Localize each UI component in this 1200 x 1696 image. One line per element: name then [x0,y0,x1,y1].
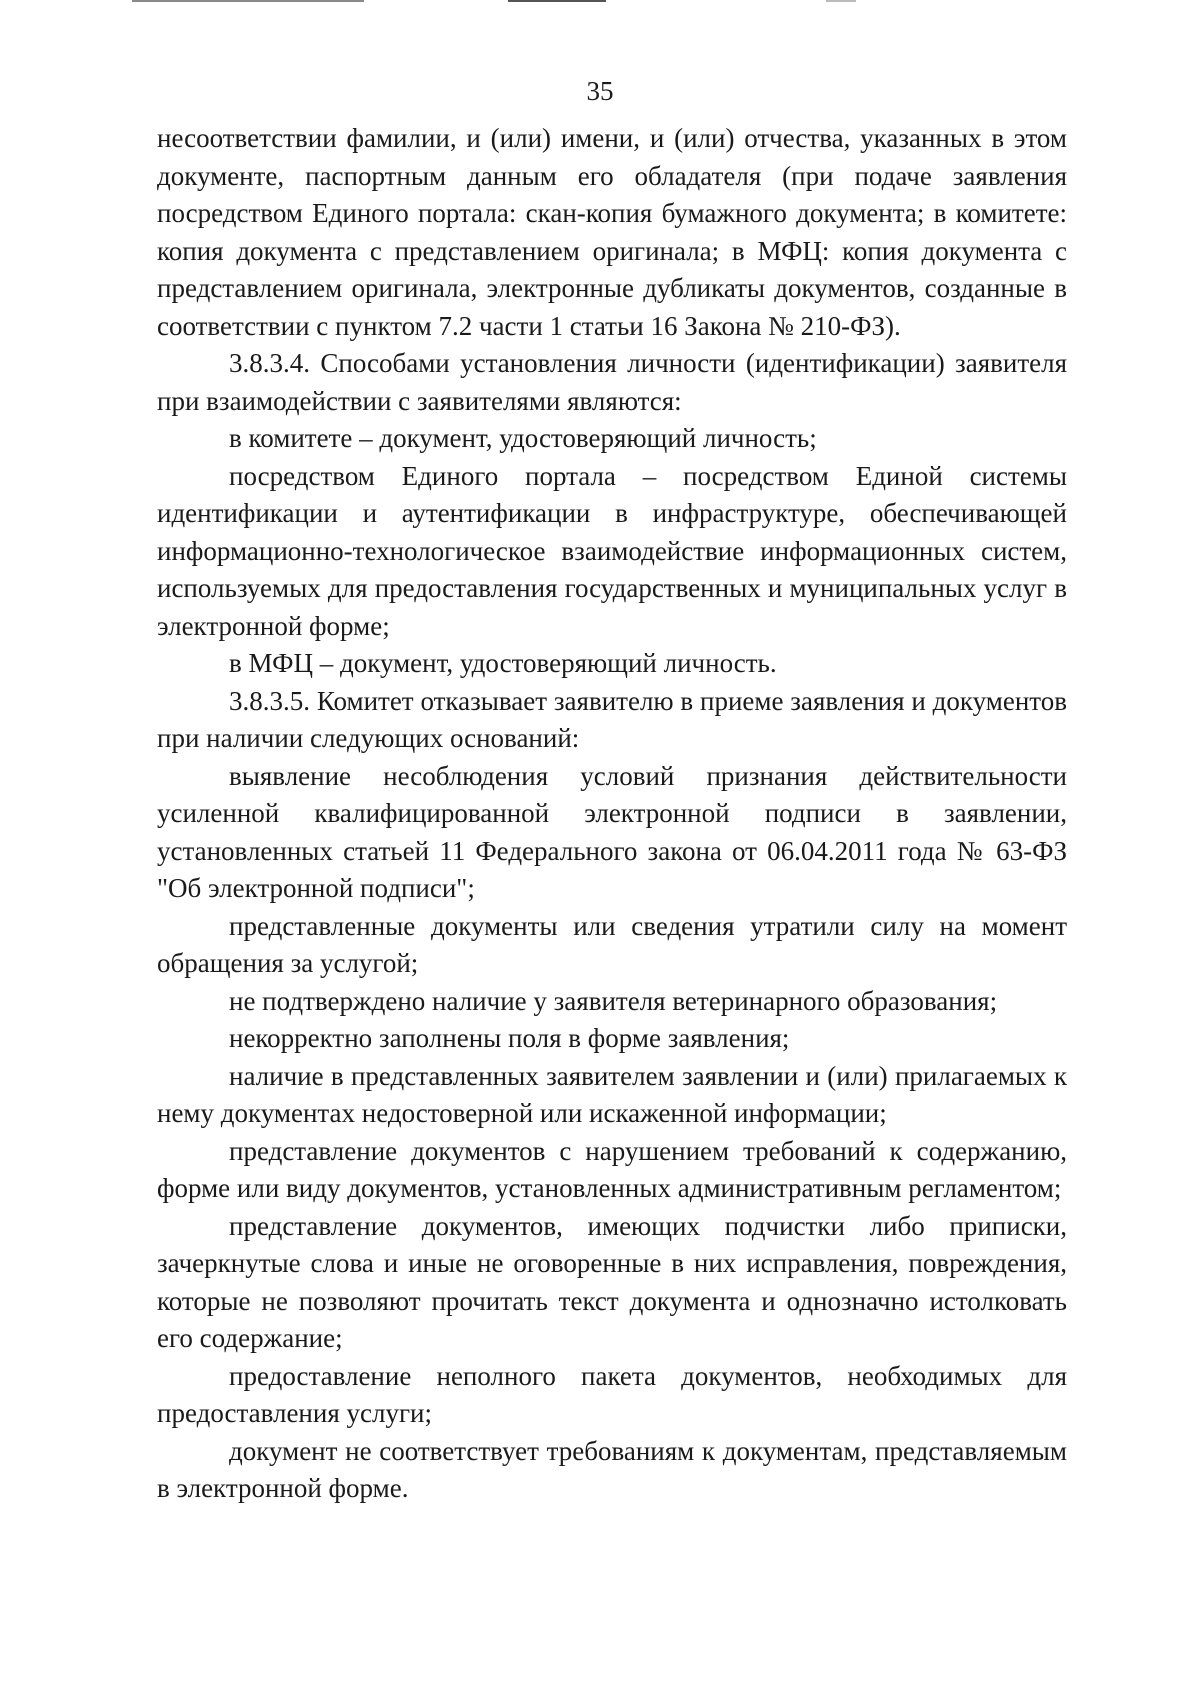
paragraph-3-8-3-5: 3.8.3.5. Комитет отказывает заявителю в приеме заявления и документов при наличии следующих оснований: [157,685,1067,753]
list-item-signature-invalid: выявление несоблюдения условий признания действительности усиленной квалифицированной электронной подписи в заявлении, установленных статьей 11 Федерального закона от 06.04.2011 года № 63-ФЗ "Об электронной подписи"; [157,760,1067,903]
list-item-electronic-form-mismatch: документ не соответствует требованиям к документам, представляемым в электронной форме. [157,1435,1067,1503]
page-number: 35 [586,76,614,106]
scan-edge-mark-left [132,0,364,2]
paragraph-3-8-3-4: 3.8.3.4. Способами установления личности (идентификации) заявителя при взаимодействии с заявителями являются: [157,348,1067,416]
list-item-documents-expired: представленные документы или сведения утратили силу на момент обращения за услугой; [157,910,1067,978]
list-item-form-fields-incorrect: некорректно заполнены поля в форме заявления; [229,1023,790,1053]
paragraph-continuation: несоответствии фамилии, и (или) имени, и (или) отчества, указанных в этом документе, паспортным данным его обладателя (при подаче заявления посредством Единого портала: скан-копия бумажного документа; в комитете: копия документа с представлением оригинала; в МФЦ: копия документа с представлением оригинала, электронные дубликаты документов, созданные в соответствии с пунктом 7.2 части 1 статьи 16 Закона № 210-ФЗ). [157,123,1067,341]
list-item-unified-portal: посредством Единого портала – посредством Единой системы идентификации и аутентификации в инфраструктуре, обеспечивающей информационно-технологическое взаимодействие информационных систем, используемых для предоставления государственных и муниципальных услуг в электронной форме; [157,460,1067,641]
list-item-mfc: в МФЦ – документ, удостоверяющий личность. [229,648,777,678]
list-item-no-vet-education: не подтверждено наличие у заявителя ветеринарного образования; [229,985,998,1016]
list-item-corrections-damage: представление документов, имеющих подчистки либо приписки, зачеркнутые слова и иные не оговоренные в них исправления, повреждения, которые не позволяют прочитать текст документа и однозначно истолковать его содержание; [157,1210,1067,1353]
list-item-requirements-violation: представление документов с нарушением требований к содержанию, форме или виду документов, установленных административным регламентом; [157,1135,1067,1203]
list-item-committee: в комитете – документ, удостоверяющий личность; [229,423,817,453]
scan-edge-mark-right [826,0,856,2]
scan-edge-mark-center [508,0,606,2]
document-body [157,120,1067,1508]
list-item-false-information: наличие в представленных заявителем заявлении и (или) прилагаемых к нему документах недостоверной или искаженной информации; [157,1060,1067,1128]
list-item-incomplete-package: предоставление неполного пакета документов, необходимых для предоставления услуги; [157,1360,1067,1428]
